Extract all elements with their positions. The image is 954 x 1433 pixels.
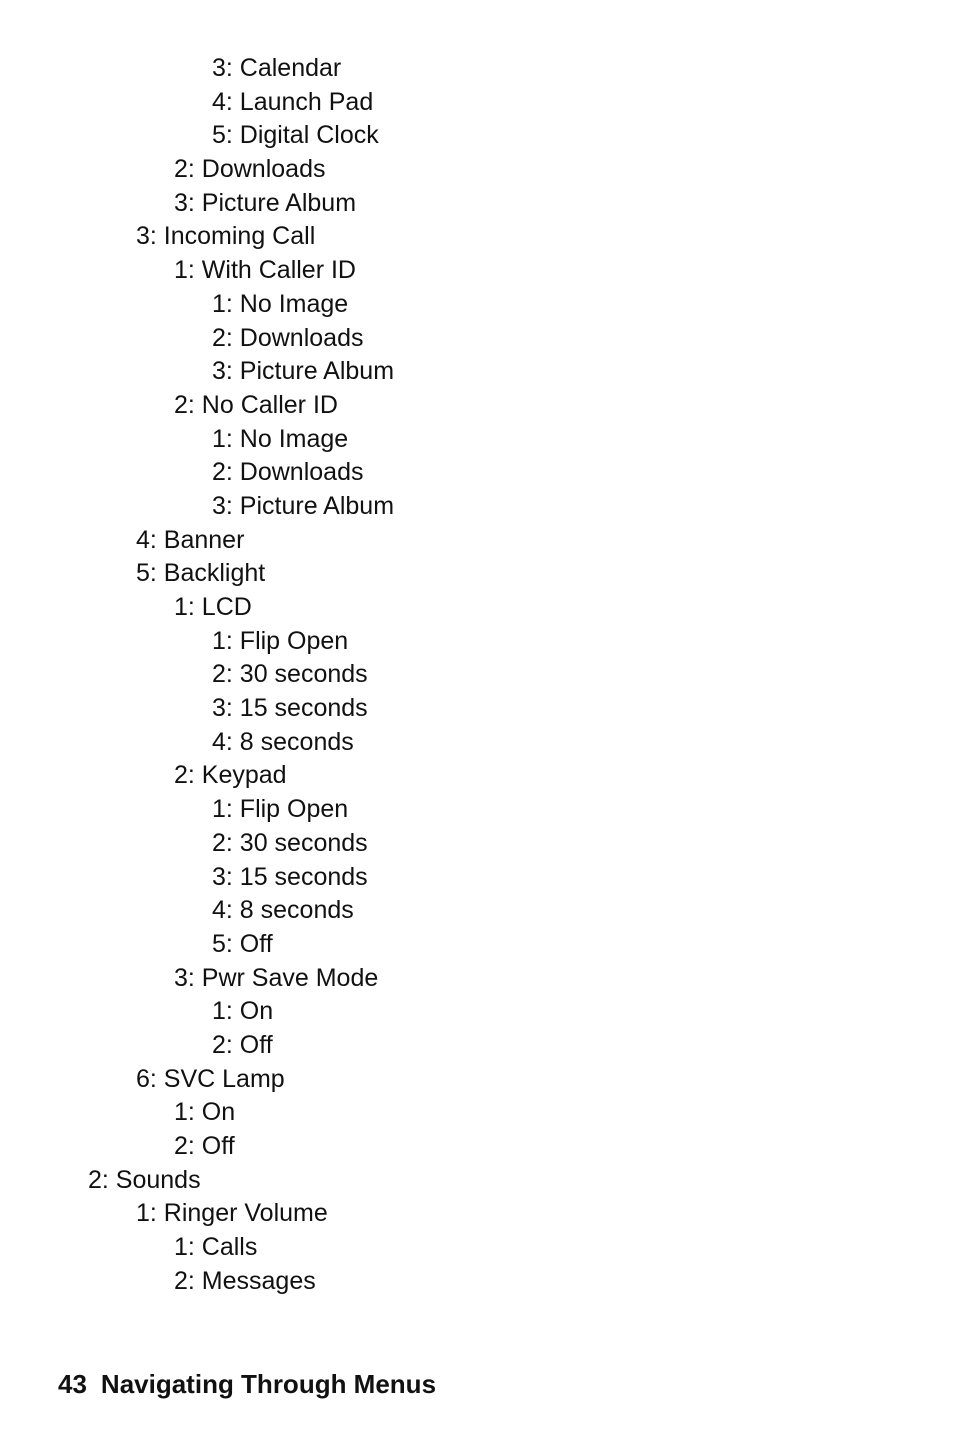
menu-item: 1: With Caller ID (174, 256, 356, 285)
menu-item: 3: Incoming Call (136, 222, 316, 251)
menu-item: 3: 15 seconds (212, 694, 368, 723)
menu-item: 3: Pwr Save Mode (174, 963, 379, 992)
page-footer (58, 1369, 436, 1400)
menu-item: 2: Sounds (88, 1165, 201, 1194)
menu-item: 1: Flip Open (212, 795, 349, 824)
menu-item: 3: Picture Album (212, 491, 395, 520)
page-number: 43 (58, 1369, 87, 1399)
menu-item: 5: Backlight (136, 559, 266, 588)
menu-item: 2: 30 seconds (212, 660, 368, 689)
menu-item: 2: No Caller ID (174, 390, 338, 419)
menu-item: 4: Launch Pad (212, 87, 374, 116)
menu-item: 5: Off (212, 929, 273, 958)
menu-item: 2: Off (174, 1132, 235, 1160)
menu-item: 1: Flip Open (212, 626, 349, 655)
menu-item: 1: Calls (174, 1233, 258, 1262)
menu-item: 3: Picture Album (212, 357, 395, 386)
menu-item: 5: Digital Clock (212, 121, 379, 150)
menu-item: 2: Messages (174, 1266, 316, 1295)
menu-item: 2: Downloads (174, 155, 326, 184)
menu-item: 4: Banner (136, 525, 245, 554)
section-title: Navigating Through Menus (100, 1369, 437, 1399)
menu-item: 1: No Image (212, 289, 349, 318)
menu-item: 1: LCD (174, 593, 252, 621)
menu-item: 4: 8 seconds (212, 727, 354, 756)
menu-item: 6: SVC Lamp (136, 1064, 285, 1093)
menu-item: 1: No Image (212, 424, 349, 453)
menu-item: 1: On (212, 997, 274, 1026)
menu-item: 2: Off (212, 1030, 273, 1059)
menu-item: 2: Downloads (212, 458, 364, 487)
menu-item: 2: 30 seconds (212, 828, 368, 857)
menu-item: 1: On (174, 1098, 236, 1127)
menu-item: 3: 15 seconds (212, 862, 368, 891)
menu-tree (0, 52, 394, 1298)
menu-item: 2: Keypad (174, 761, 287, 790)
menu-item: 3: Calendar (212, 54, 342, 82)
menu-item: 3: Picture Album (174, 188, 357, 217)
menu-item: 4: 8 seconds (212, 896, 354, 925)
menu-item: 2: Downloads (212, 323, 364, 352)
menu-item: 1: Ringer Volume (136, 1199, 328, 1228)
